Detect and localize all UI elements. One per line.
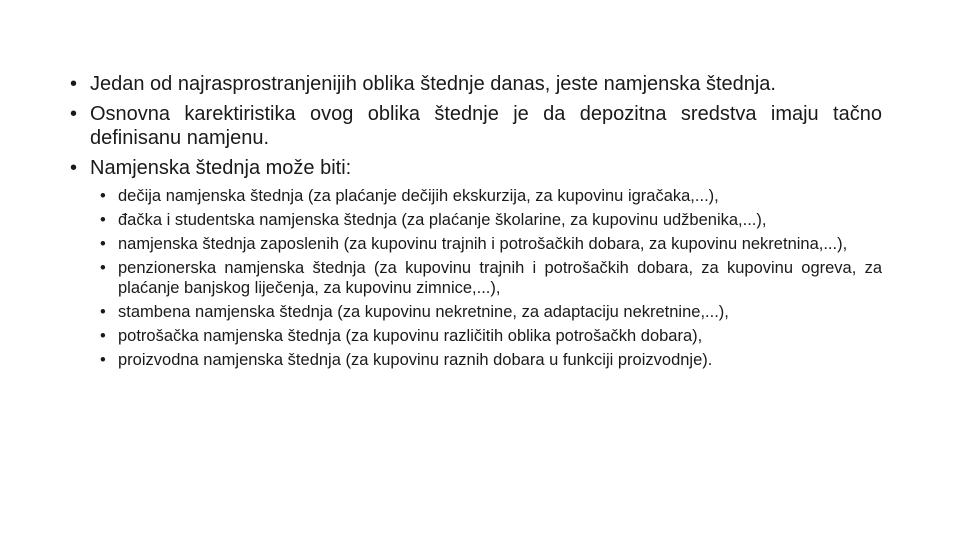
bullet-list: [70, 72, 882, 180]
sub-bullet-item-4: • penzionerska namjenska štednja (za kupovinu trajnih i potrošačkih dobara, za kupovinu ogreva, za plaćanje banjskog liječenja, za kupovinu zimnice,...),: [100, 258, 882, 298]
slide-content: [70, 72, 882, 374]
sub-bullet-item-6: • potrošačka namjenska štednja (za kupovinu različitih oblika potrošačkh dobara),: [100, 326, 882, 346]
sub-bullet-item-2: • đačka i studentska namjenska štednja (za plaćanje školarine, za kupovinu udžbenika,...),: [100, 210, 882, 230]
sub-bullet-item-5: • stambena namjenska štednja (za kupovinu nekretnine, za adaptaciju nekretnine,...),: [100, 302, 882, 322]
sub-bullet-list: [100, 186, 882, 370]
bullet-item-2: • Osnovna karektiristika ovog oblika štednje je da depozitna sredstva imaju tačno definisanu namjenu.: [70, 102, 882, 150]
sub-bullet-item-3: • namjenska štednja zaposlenih (za kupovinu trajnih i potrošačkih dobara, za kupovinu nekretnina,...),: [100, 234, 882, 254]
sub-bullet-item-7: • proizvodna namjenska štednja (za kupovinu raznih dobara u funkciji proizvodnje).: [100, 350, 882, 370]
sub-bullet-item-1: • dečija namjenska štednja (za plaćanje dečijih ekskurzija, za kupovinu igračaka,...),: [100, 186, 882, 206]
bullet-item-1: • Jedan od najrasprostranjenijih oblika štednje danas, jeste namjenska štednja.: [70, 72, 882, 96]
bullet-item-3: [70, 156, 882, 180]
bullet-item-3-text: Namjenska štednja može biti:: [90, 157, 352, 179]
